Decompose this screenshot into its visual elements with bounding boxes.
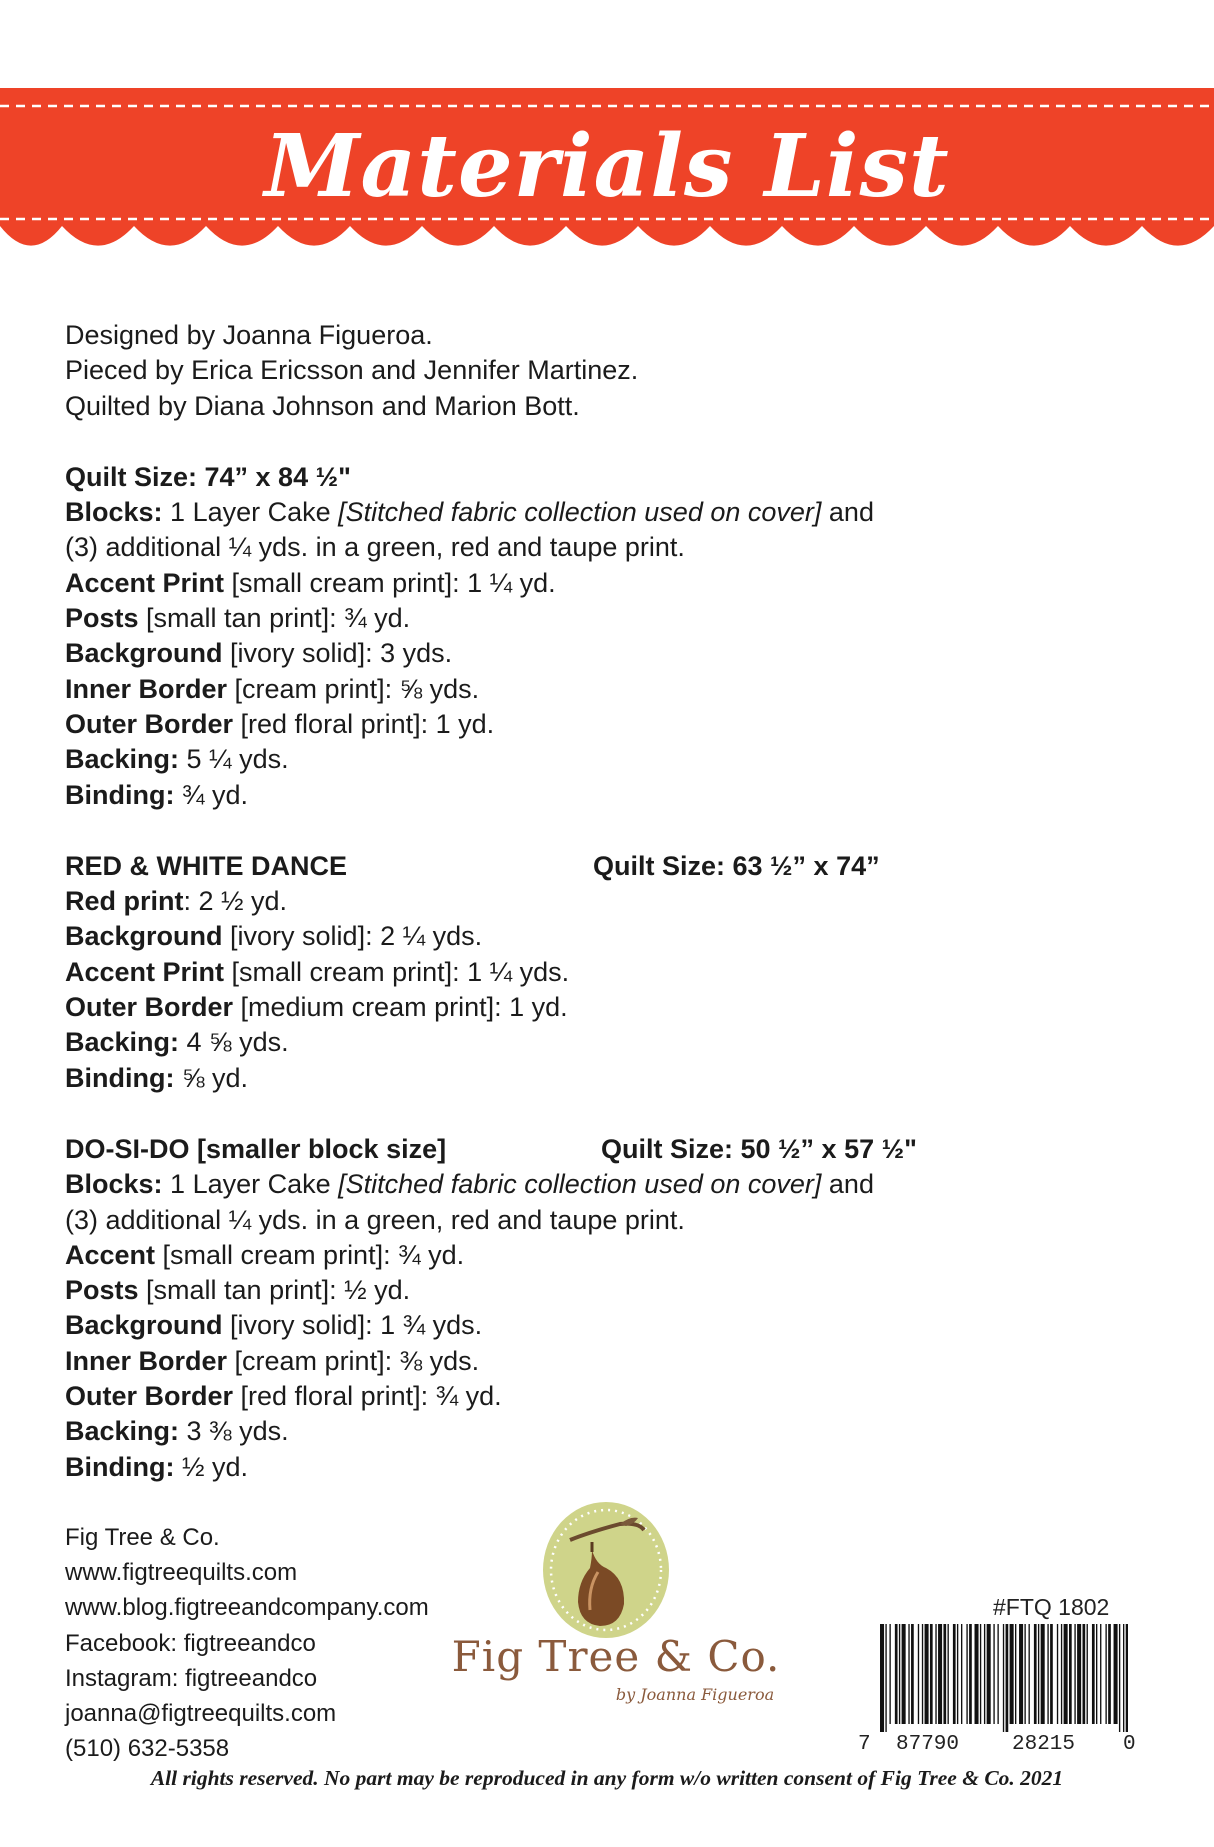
credits xyxy=(65,318,1165,424)
list-item xyxy=(65,1414,1165,1449)
dosido-blocks-line-2: (3) additional ¼ yds. in a green, red and taupe print. xyxy=(65,1204,685,1235)
main-quilt-section xyxy=(65,460,1165,813)
item-text: 3 ⅜ yds. xyxy=(179,1416,289,1447)
item-text: [small tan print]: ¾ yd. xyxy=(138,603,411,634)
barcode-bar xyxy=(993,1624,994,1724)
barcode-bar xyxy=(1108,1624,1111,1724)
barcode-bar xyxy=(943,1624,946,1724)
barcode-bar xyxy=(948,1624,949,1724)
barcode-bar xyxy=(1057,1624,1058,1724)
credit-designer: Designed by Joanna Figueroa. xyxy=(65,320,433,350)
barcode-bar xyxy=(975,1624,979,1724)
credit-piecer: Pieced by Erica Ericsson and Jennifer Martinez. xyxy=(65,355,639,386)
section-quilt-size: Quilt Size: 50 ½” x 57 ½" xyxy=(601,1133,917,1164)
barcode-bar xyxy=(997,1624,998,1724)
contact-info xyxy=(65,1520,429,1766)
item-label: Accent xyxy=(65,1239,156,1270)
item-label: Inner Border xyxy=(65,673,228,704)
barcode-bar xyxy=(1126,1624,1128,1732)
barcode-bar xyxy=(925,1624,929,1724)
blog-link[interactable]: www.blog.figtreeandcompany.com xyxy=(65,1594,429,1622)
item-text: [medium cream print]: 1 yd. xyxy=(233,992,568,1023)
instagram-handle: Instagram: figtreeandco xyxy=(65,1664,318,1692)
barcode-bar xyxy=(984,1624,985,1724)
barcode-bar xyxy=(911,1624,914,1724)
barcode-bar xyxy=(1024,1624,1025,1724)
barcode-bar xyxy=(1087,1624,1088,1724)
barcode-bar xyxy=(1041,1624,1045,1724)
barcode-bar xyxy=(1096,1624,1097,1724)
section-heading xyxy=(65,1132,1165,1167)
item-label: Posts xyxy=(65,603,139,634)
list-item xyxy=(65,636,1165,671)
blocks-label: Blocks: xyxy=(65,497,163,528)
barcode-bar xyxy=(1077,1624,1081,1724)
item-text: : 2 ½ yd. xyxy=(183,886,288,917)
barcode-bar xyxy=(922,1624,923,1724)
item-text: [small tan print]: ½ yd. xyxy=(138,1275,411,1306)
barcode-bar xyxy=(1029,1624,1030,1724)
barcode-bar xyxy=(1010,1624,1014,1724)
barcode-bar xyxy=(1034,1624,1037,1724)
barcode-bar xyxy=(1019,1624,1023,1724)
barcode-bar xyxy=(902,1624,906,1724)
section-quilt-size: Quilt Size: 63 ½” x 74” xyxy=(593,850,880,881)
barcode-bar xyxy=(1050,1624,1053,1724)
item-text: ¾ yd. xyxy=(174,779,249,810)
dosido-blocks-line xyxy=(65,1167,1165,1202)
barcode-bar xyxy=(1047,1624,1048,1724)
item-label: Binding: xyxy=(65,1062,175,1093)
barcode-bar xyxy=(938,1624,942,1724)
item-text: 5 ¼ yds. xyxy=(179,744,289,775)
barcode-bar xyxy=(930,1624,933,1724)
barcode-bar xyxy=(980,1624,981,1724)
main-quilt-size: Quilt Size: 74” x 84 ½" xyxy=(65,461,351,492)
barcode-digit-group: 28215 xyxy=(1012,1733,1076,1756)
facebook-handle: Facebook: figtreeandco xyxy=(65,1629,316,1657)
list-item xyxy=(65,919,1165,954)
item-text: [cream print]: ⅜ yds. xyxy=(227,1345,480,1376)
item-label: Backing: xyxy=(65,744,180,775)
barcode-bar xyxy=(935,1624,936,1724)
main-blocks-line xyxy=(65,495,1165,530)
main-blocks-line-2: (3) additional ¼ yds. in a green, red and taupe print. xyxy=(65,532,685,563)
barcode-bar xyxy=(987,1624,991,1724)
item-label: Accent Print xyxy=(65,567,225,598)
company-logo xyxy=(420,1502,810,1732)
barcode-bar xyxy=(1015,1624,1016,1724)
list-item xyxy=(65,955,1165,990)
list-item xyxy=(65,1238,1165,1273)
blocks-label: Blocks: xyxy=(65,1169,163,1200)
list-item xyxy=(65,884,1165,919)
barcode-bar xyxy=(966,1624,967,1724)
credit-quilter: Quilted by Diana Johnson and Marion Bott. xyxy=(65,390,580,421)
barcode-icon xyxy=(880,1624,1128,1732)
barcode-bar xyxy=(918,1624,919,1724)
list-item xyxy=(65,1450,1165,1485)
item-text: [red floral print]: ¾ yd. xyxy=(233,1381,502,1412)
item-text: [ivory solid]: 3 yds. xyxy=(222,638,453,669)
barcode-bar xyxy=(1100,1624,1101,1724)
item-label: Outer Border xyxy=(65,1381,234,1412)
barcode-bar xyxy=(1061,1624,1062,1724)
item-label: Binding: xyxy=(65,1451,175,1482)
list-item xyxy=(65,1025,1165,1060)
list-item xyxy=(65,778,1165,813)
email-link[interactable]: joanna@figtreequilts.com xyxy=(65,1700,337,1728)
barcode-bar xyxy=(1003,1624,1004,1732)
blocks-note: [Stitched fabric collection used on cover] xyxy=(338,497,822,528)
barcode-bar xyxy=(1064,1624,1068,1724)
list-item xyxy=(65,1344,1165,1379)
item-text: [small cream print]: 1 ¼ yds. xyxy=(224,956,570,987)
barcode-bar xyxy=(1092,1624,1095,1724)
item-text: 4 ⅝ yds. xyxy=(179,1027,289,1058)
item-text: [cream print]: ⅝ yds. xyxy=(227,673,480,704)
item-text: ⅝ yd. xyxy=(174,1062,249,1093)
barcode-digit-last: 0 xyxy=(1123,1733,1136,1756)
logo-byline: by Joanna Figueroa xyxy=(615,1685,775,1704)
red-white-dance-section xyxy=(65,849,1165,1096)
list-item xyxy=(65,566,1165,601)
blocks-tail: and xyxy=(821,1169,874,1200)
list-item xyxy=(65,1379,1165,1414)
item-label: Inner Border xyxy=(65,1345,228,1376)
barcode-bar xyxy=(1083,1624,1086,1724)
barcode-bar xyxy=(961,1624,962,1724)
item-label: Background xyxy=(65,1310,223,1341)
item-label: Background xyxy=(65,921,223,952)
item-text: [ivory solid]: 2 ¼ yds. xyxy=(222,921,483,952)
item-label: Outer Border xyxy=(65,992,234,1023)
barcode-bar xyxy=(899,1624,900,1724)
barcode-digit-first: 7 xyxy=(858,1733,871,1756)
item-text: [red floral print]: 1 yd. xyxy=(233,708,495,739)
barcode-bar xyxy=(908,1624,909,1724)
list-item xyxy=(65,742,1165,777)
barcode-bar xyxy=(1006,1624,1009,1732)
barcode-digit-group: 87790 xyxy=(896,1733,960,1756)
barcode-bar xyxy=(880,1624,884,1732)
item-label: Backing: xyxy=(65,1027,180,1058)
item-text: ½ yd. xyxy=(174,1451,249,1482)
product-code: #FTQ 1802 xyxy=(993,1594,1110,1620)
logo-wordmark: Fig Tree & Co. xyxy=(451,1632,781,1681)
header-banner xyxy=(0,88,1214,273)
phone-number: (510) 632-5358 xyxy=(65,1735,230,1763)
company-name: Fig Tree & Co. xyxy=(65,1524,220,1551)
blocks-tail: and xyxy=(821,497,874,528)
blocks-note: [Stitched fabric collection used on cover] xyxy=(338,1169,822,1200)
barcode-bar xyxy=(957,1624,958,1724)
barcode-bar xyxy=(953,1624,956,1724)
section-title: RED & WHITE DANCE xyxy=(65,850,347,881)
barcode-bar xyxy=(1123,1624,1124,1732)
website-link[interactable]: www.figtreequilts.com xyxy=(65,1559,298,1587)
list-item xyxy=(65,1308,1165,1343)
list-item xyxy=(65,1061,1165,1096)
item-label: Backing: xyxy=(65,1416,180,1447)
barcode-bar xyxy=(1074,1624,1075,1724)
blocks-text: 1 Layer Cake xyxy=(162,497,339,528)
page-title: Materials List xyxy=(264,116,950,217)
item-label: Outer Border xyxy=(65,708,234,739)
list-item xyxy=(65,601,1165,636)
item-text: [small cream print]: 1 ¼ yd. xyxy=(224,567,556,598)
barcode-bar xyxy=(1069,1624,1072,1724)
copyright-notice: All rights reserved. No part may be reproduced in any form w/o written consent of Fig Tree & Co. 2021 xyxy=(150,1766,1064,1790)
list-item xyxy=(65,990,1165,1025)
barcode-bar xyxy=(969,1624,972,1724)
barcode-bar xyxy=(1105,1624,1106,1724)
item-label: Posts xyxy=(65,1275,139,1306)
item-label: Red print xyxy=(65,886,184,917)
do-si-do-section xyxy=(65,1132,1165,1485)
barcode-bar xyxy=(1114,1624,1118,1724)
barcode-bar xyxy=(889,1624,890,1724)
barcode-bar xyxy=(895,1624,898,1724)
item-label: Binding: xyxy=(65,779,175,810)
list-item xyxy=(65,672,1165,707)
barcode-bar xyxy=(1038,1624,1039,1724)
blocks-text: 1 Layer Cake xyxy=(162,1169,339,1200)
item-text: [small cream print]: ¾ yd. xyxy=(155,1239,465,1270)
section-title: DO-SI-DO [smaller block size] xyxy=(65,1133,447,1164)
barcode-bar xyxy=(885,1624,886,1732)
fig-icon xyxy=(420,1502,810,1642)
list-item xyxy=(65,1273,1165,1308)
section-heading xyxy=(65,849,1165,884)
barcode-bar xyxy=(1119,1624,1120,1732)
item-label: Background xyxy=(65,638,223,669)
item-label: Accent Print xyxy=(65,956,225,987)
materials-content xyxy=(65,318,1165,1521)
item-text: [ivory solid]: 1 ¾ yds. xyxy=(222,1310,483,1341)
list-item xyxy=(65,707,1165,742)
